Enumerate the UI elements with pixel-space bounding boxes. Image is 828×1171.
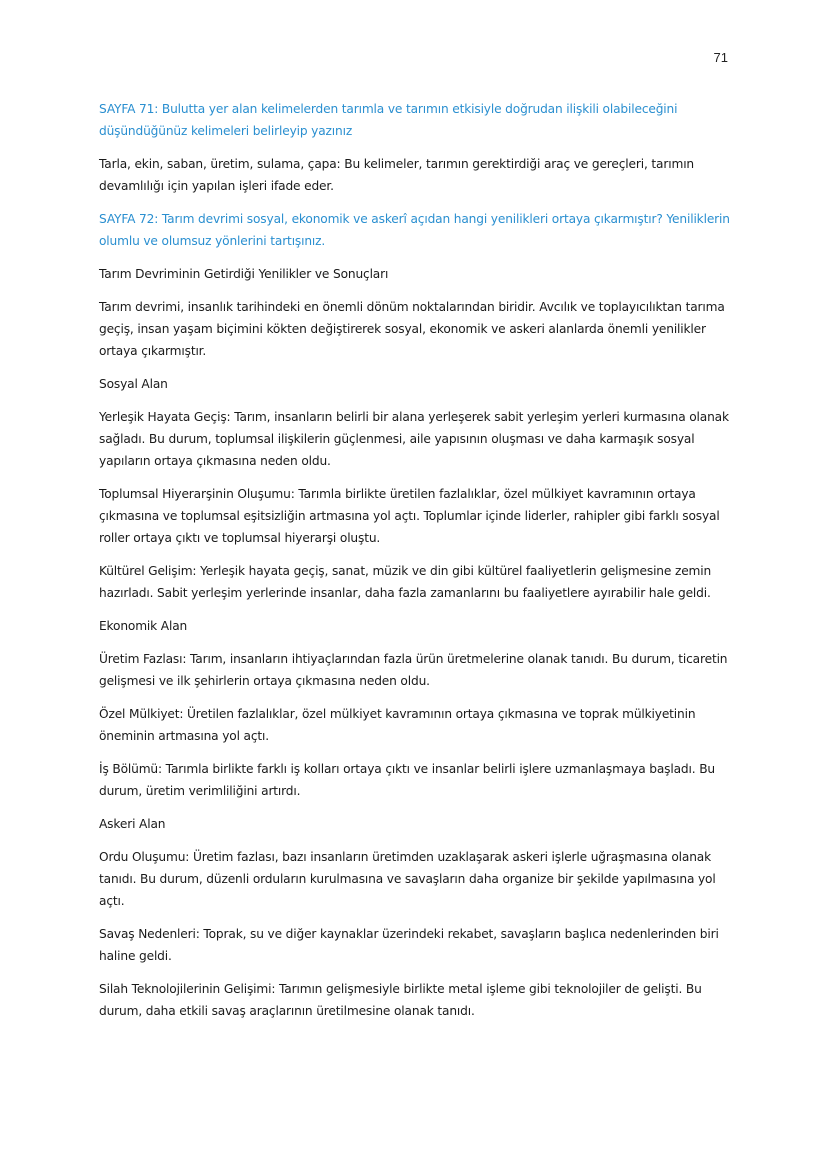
paragraph-army-formation: Ordu Oluşumu: Üretim fazlası, bazı insanların üretimden uzaklaşarak askeri işlerle uğraşmasına olanak tanıdı. Bu durum, düzenli orduların kurulmasına ve savaşların daha organize bir şekilde yapılmasına yol açtı. (99, 850, 716, 908)
paragraph-social-hierarchy: Toplumsal Hiyerarşinin Oluşumu: Tarımla birlikte üretilen fazlalıklar, özel mülkiyet kavramının ortaya çıkmasına ve toplumsal eşitsizliğin artmasına yol açtı. Toplumlar içinde liderler, rahipler gibi farklı sosyal roller ortaya çıktı ve toplumsal hiyerarşi oluştu. (99, 487, 720, 545)
answer-paragraph: Tarla, ekin, saban, üretim, sulama, çapa: Bu kelimeler, tarımın gerektirdiği araç ve gereçleri, tarımın devamlılığı için yapılan işleri ifade eder. (99, 157, 695, 193)
heading-military: Askeri Alan (99, 817, 166, 831)
question-page-72: SAYFA 72: Tarım devrimi sosyal, ekonomik ve askerî açıdan hangi yenilikleri ortaya çıkarmıştır? Yeniliklerin olumlu ve olumsuz yönlerini tartışınız. (99, 212, 730, 248)
heading-economic: Ekonomik Alan (99, 619, 188, 633)
page-number: 71 (713, 50, 728, 65)
intro-paragraph: Tarım devrimi, insanlık tarihindeki en önemli dönüm noktalarından biridir. Avcılık ve toplayıcılıktan tarıma geçiş, insan yaşam biçimini kökten değiştirerek sosyal, ekonomik ve askeri alanlarda önemli yenilikler ortaya çıkarmıştır. (99, 300, 725, 358)
paragraph-division-of-labor: İş Bölümü: Tarımla birlikte farklı iş kolları ortaya çıktı ve insanlar belirli işlere uzmanlaşmaya başladı. Bu durum, üretim verimliliğini artırdı. (99, 762, 715, 798)
document-body (99, 98, 731, 1033)
paragraph-weapon-technology: Silah Teknolojilerinin Gelişimi: Tarımın gelişmesiyle birlikte metal işleme gibi teknolojiler de gelişti. Bu durum, daha etkili savaş araçlarının üretilmesine olanak tanıdı. (99, 982, 702, 1018)
paragraph-settled-life: Yerleşik Hayata Geçiş: Tarım, insanların belirli bir alana yerleşerek sabit yerleşim yerleri kurmasına olanak sağladı. Bu durum, toplumsal ilişkilerin güçlenmesi, aile yapısının oluşması ve daha karmaşık sosyal yapıların ortaya çıkmasına neden oldu. (99, 410, 729, 468)
paragraph-production-surplus: Üretim Fazlası: Tarım, insanların ihtiyaçlarından fazla ürün üretmelerine olanak tanıdı. Bu durum, ticaretin gelişmesi ve ilk şehirlerin ortaya çıkmasına neden oldu. (99, 652, 728, 688)
paragraph-private-property: Özel Mülkiyet: Üretilen fazlalıklar, özel mülkiyet kavramının ortaya çıkmasına ve toprak mülkiyetinin öneminin artmasına yol açtı. (99, 707, 696, 743)
heading-social: Sosyal Alan (99, 377, 168, 391)
paragraph-cultural-development: Kültürel Gelişim: Yerleşik hayata geçiş, sanat, müzik ve din gibi kültürel faaliyetlerin gelişmesine zemin hazırladı. Sabit yerleşim yerlerinde insanlar, daha fazla zamanlarını bu faaliyetlere ayırabilir hale geldi. (99, 564, 712, 600)
question-page-71: SAYFA 71: Bulutta yer alan kelimelerden tarımla ve tarımın etkisiyle doğrudan ilişkili olabileceğini düşündüğünüz kelimeleri belirleyip yazınız (99, 102, 678, 138)
paragraph-war-causes: Savaş Nedenleri: Toprak, su ve diğer kaynaklar üzerindeki rekabet, savaşların başlıca nedenlerinden biri haline geldi. (99, 927, 719, 963)
section-title: Tarım Devriminin Getirdiği Yenilikler ve Sonuçları (99, 267, 389, 281)
